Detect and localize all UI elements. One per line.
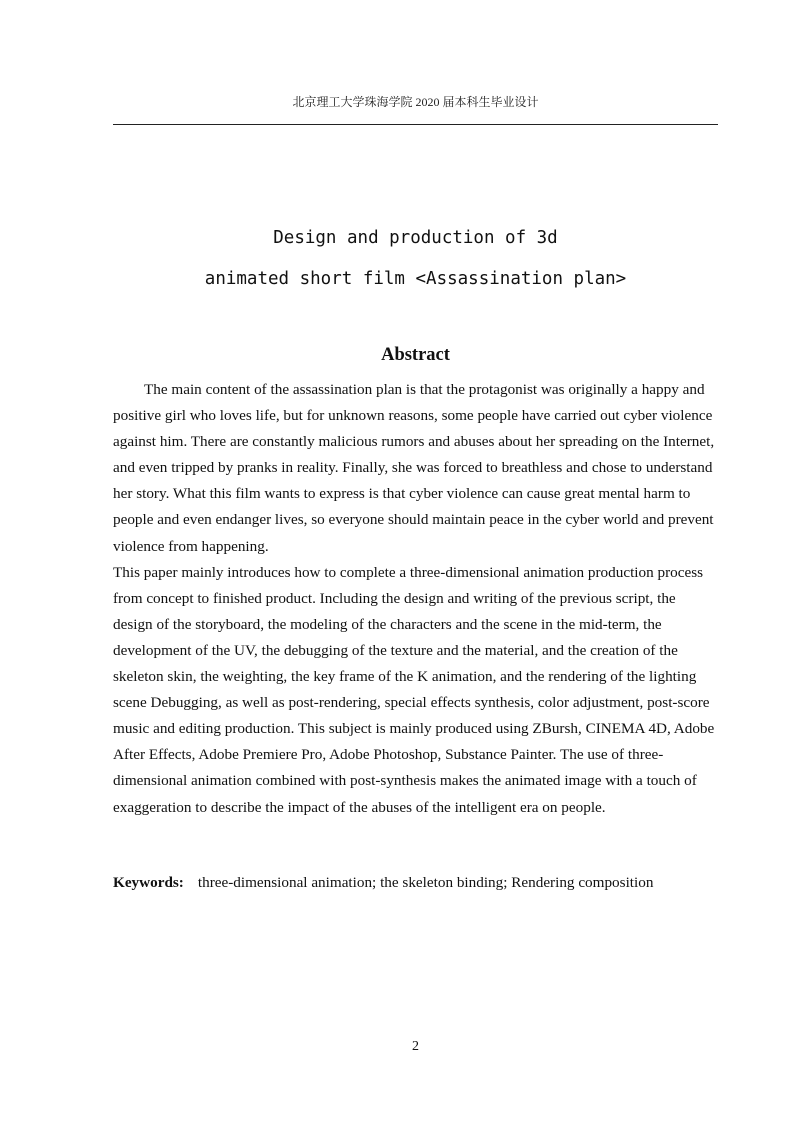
keywords-line bbox=[113, 871, 718, 895]
abstract-heading: Abstract bbox=[381, 345, 450, 365]
abstract-body bbox=[113, 377, 718, 821]
page-number: 2 bbox=[412, 1039, 419, 1054]
paper-title bbox=[113, 218, 718, 300]
keywords-label: Keywords: bbox=[113, 874, 184, 891]
abstract-paragraph-2: This paper mainly introduces how to complete a three-dimensional animation production process from concept to finished product. Including the design and writing of the previous script, the design of the storyboard, the modeling of the characters and the scene in the mid-term, the development of the UV, the debugging of the texture and the material, and the creation of the skeleton skin, the weighting, the key frame of the K animation, and the rendering of the lighting scene Debugging, as well as post-rendering, special effects synthesis, color adjustment, post-score music and editing production. This subject is mainly produced using ZBursh, CINEMA 4D, Adobe After Effects, Adobe Premiere Pro, Adobe Photoshop, Substance Painter. The use of three-dimensional animation combined with post-synthesis makes the animated image with a touch of exaggeration to describe the impact of the abuses of the intelligent era on people. bbox=[113, 563, 715, 816]
title-line-2: animated short film <Assassination plan> bbox=[204, 269, 627, 289]
abstract-paragraph-1: The main content of the assassination plan is that the protagonist was originally a happy and positive girl who loves life, but for unknown reasons, some people have carried out cyber violence against him. There are constantly malicious rumors and abuses about her spreading on the Internet, and even tripped by pranks in reality. Finally, she was forced to breathless and chose to understand her story. What this film wants to express is that cyber violence can cause great mental harm to people and even endanger lives, so everyone should maintain peace in the cyber world and prevent violence from happening. bbox=[113, 381, 715, 555]
title-line-1: Design and production of 3d bbox=[273, 228, 558, 248]
header-divider bbox=[113, 124, 718, 125]
running-header: 北京理工大学珠海学院 2020 届本科生毕业设计 bbox=[292, 95, 539, 109]
keywords-value: three-dimensional animation; the skeleton binding; Rendering composition bbox=[197, 874, 654, 891]
